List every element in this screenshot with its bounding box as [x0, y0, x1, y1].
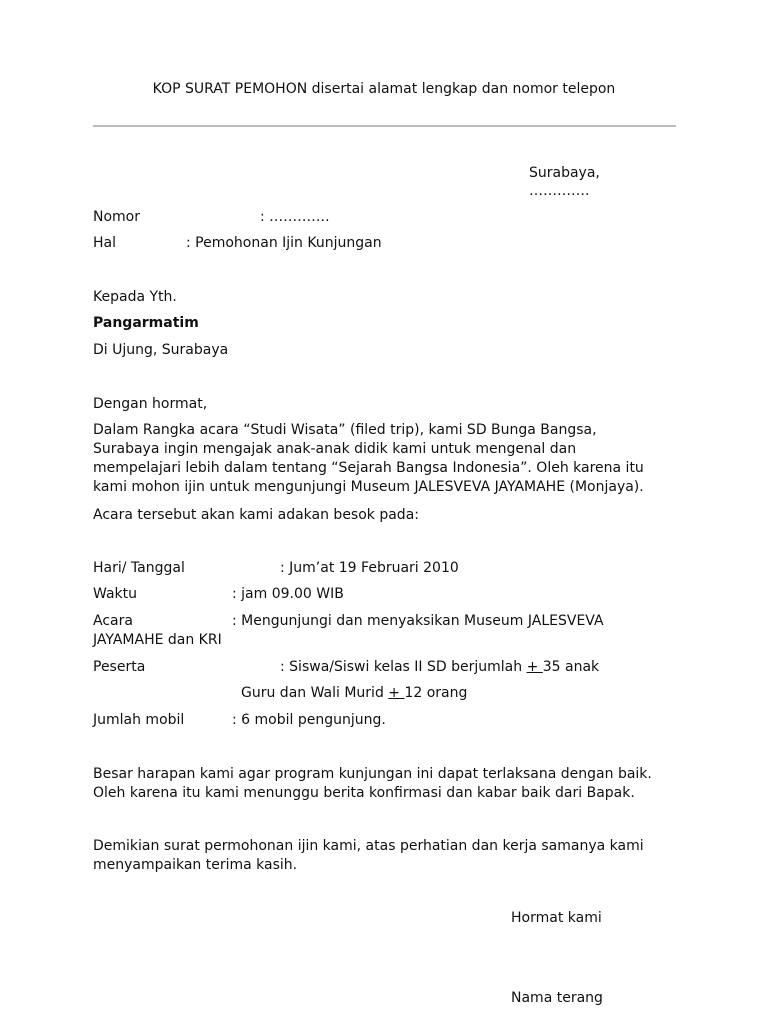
letterhead-divider: [93, 125, 676, 127]
acara-label: Acara: [93, 613, 133, 629]
plus-minus-sign: +: [526, 659, 543, 675]
acara-value-cont: JAYAMAHE dan KRI: [93, 632, 222, 648]
guru-value: [241, 684, 467, 703]
paragraph1-line: kami mohon ijin untuk mengunjungi Museum JALESVEVA JAYAMAHE (Monjaya).: [93, 479, 644, 495]
paragraph2-line: Besar harapan kami agar program kunjungan ini dapat terlaksana dengan baik.: [93, 766, 652, 782]
hari-value: : Jum’at 19 Februari 2010: [280, 560, 459, 576]
peserta-value: [280, 658, 599, 677]
intro: Acara tersebut akan kami adakan besok pada:: [93, 507, 419, 523]
waktu-value: : jam 09.00 WIB: [232, 586, 344, 602]
mobil-value: : 6 mobil pengunjung.: [232, 712, 386, 728]
peserta-pre: : Siswa/Siswi kelas II SD berjumlah: [280, 659, 527, 675]
nomor-label: Nomor: [93, 209, 140, 225]
acara-value: : Mengunjungi dan menyaksikan Museum JALESVEVA: [232, 613, 604, 629]
peserta-label: Peserta: [93, 659, 146, 675]
greeting: Dengan hormat,: [93, 396, 208, 412]
recipient-address: Di Ujung, Surabaya: [93, 342, 229, 358]
closing: Hormat kami: [511, 910, 602, 926]
paragraph1-line: mempelajari lebih dalam tentang “Sejarah Bangsa Indonesia”. Oleh karena itu: [93, 460, 644, 476]
paragraph2-line: Oleh karena itu kami menunggu berita konfirmasi dan kabar baik dari Bapak.: [93, 785, 635, 801]
paragraph3-line: Demikian surat permohonan ijin kami, atas perhatian dan kerja samanya kami: [93, 838, 644, 854]
paragraph1-line: Dalam Rangka acara “Studi Wisata” (filed trip), kami SD Bunga Bangsa,: [93, 422, 597, 438]
paragraph1-line: Surabaya ingin mengajak anak-anak didik kami untuk mengenal dan: [93, 441, 577, 457]
peserta-post: 35 anak: [542, 659, 600, 675]
hal-value: : Pemohonan Ijin Kunjungan: [186, 235, 382, 251]
guru-pre: Guru dan Wali Murid: [241, 685, 389, 701]
mobil-label: Jumlah mobil: [93, 712, 185, 728]
nomor-value: : ………….: [260, 209, 330, 225]
date: ………….: [529, 183, 590, 199]
plus-minus-sign: +: [388, 685, 405, 701]
waktu-label: Waktu: [93, 586, 137, 602]
hal-label: Hal: [93, 235, 116, 251]
recipient-name: Pangarmatim: [93, 315, 199, 331]
paragraph3-line: menyampaikan terima kasih.: [93, 857, 298, 873]
recipient-salutation: Kepada Yth.: [93, 289, 177, 305]
hari-label: Hari/ Tanggal: [93, 560, 185, 576]
signatory-name: Nama terang: [511, 990, 603, 1006]
city: Surabaya,: [529, 165, 600, 181]
letterhead-title: KOP SURAT PEMOHON disertai alamat lengkap dan nomor telepon: [152, 81, 616, 97]
guru-post: 12 orang: [404, 685, 468, 701]
